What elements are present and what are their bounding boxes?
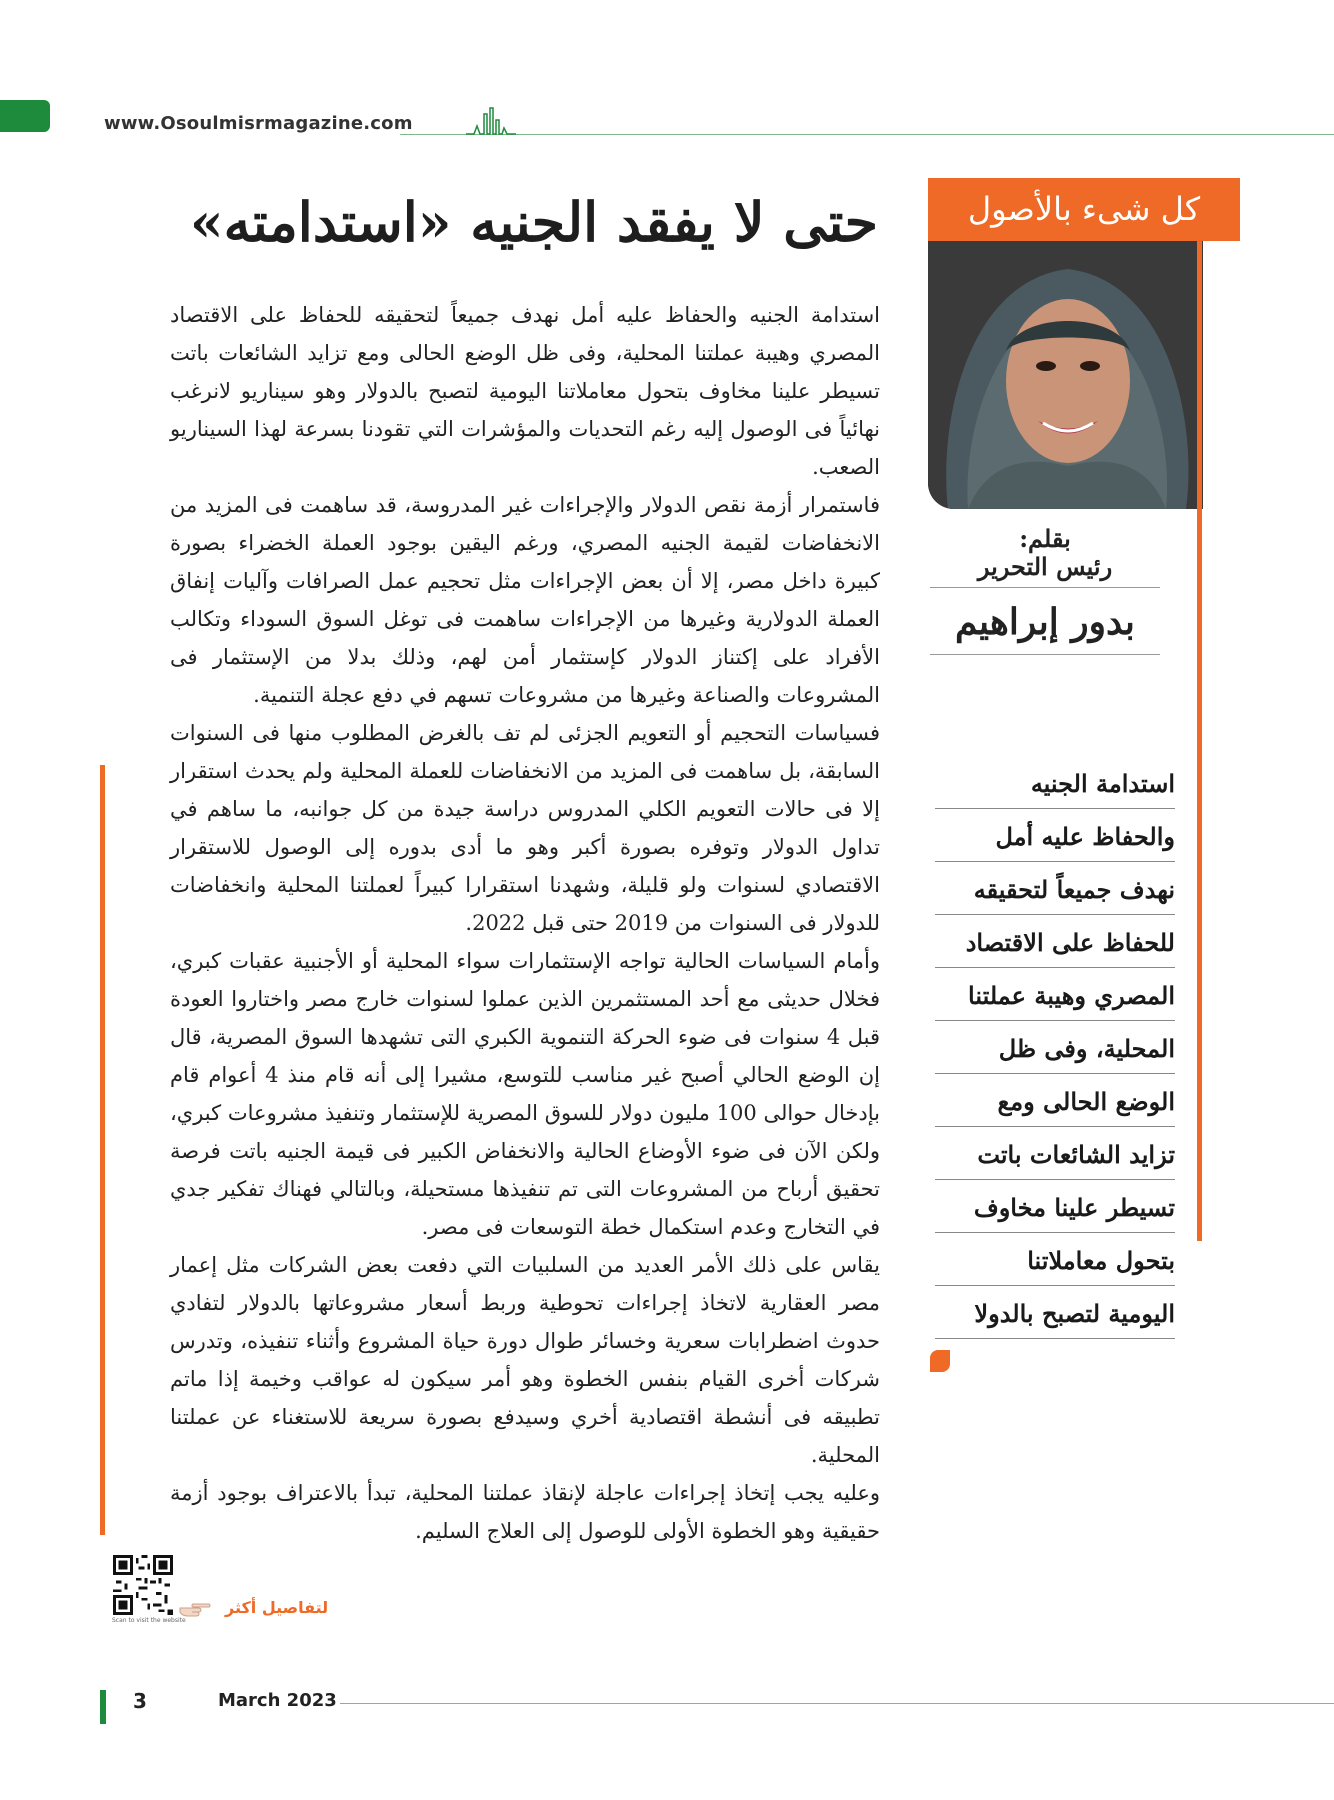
article-paragraph: فسياسات التحجيم أو التعويم الجزئى لم تف بالغرض المطلوب منها فى السنوات السابقة، بل ساهمت فى المزيد من الانخفاضات للعملة المحلية ولم يحدث استقرار إلا فى حالات التعويم الكلي المدروس دراسة جيدة من كل جوانبه، ما ساهم في تداول الدولار وتوفره بصورة أكبر وهو ما أدى بدوره إلى الوصول للاستقرار الاقتصادي لسنوات ولو قليلة، وشهدنا استقرارا كبيراً لعملتنا المحلية وانخفاضات للدولار فى السنوات من 2019 حتى قبل 2022. [170, 721, 880, 935]
page-number: 3 [133, 1689, 147, 1713]
column-label: كل شىء بالأصول [928, 178, 1240, 241]
pull-quote-line: المصري وهيبة عملتنا [935, 972, 1175, 1021]
pull-quote-line: المحلية، وفى ظل [935, 1025, 1175, 1074]
article-paragraph: وأمام السياسات الحالية تواجه الإستثمارات سواء المحلية أو الأجنبية عقبات كبري، فخلال حديثى مع أحد المستثمرين الذين عملوا لسنوات خارج مصر واختاروا العودة قبل 4 سنوات فى ضوء الحركة التنموية الكبري التى تشهدها السوق المصرية، قال إن الوضع الحالي أصبح غير مناسب للتوسع، مشيرا إلى أنه قام منذ 4 أعوام قام بإدخال حوالى 100 مليون دولار للسوق المصرية للإستثمار وتنفيذ مشروعات كبري، ولكن الآن فى ضوء الأوضاع الحالية والانخفاض الكبير فى قيمة الجنيه باتت فرصة تحقيق أرباح من المشروعات التى تم تنفيذها مستحيلة، وبالتالي فهناك تفكير جدي في التخارج وعدم استكمال خطة التوسعات فى مصر. [170, 949, 880, 1239]
pull-quote-line: الوضع الحالى ومع [935, 1078, 1175, 1127]
qr-code[interactable] [113, 1555, 173, 1615]
byline-role: رئيس التحرير [977, 552, 1113, 581]
header-green-tab [0, 100, 50, 132]
pull-quote [935, 760, 1175, 1343]
article-title: حتى لا يفقد الجنيه «استدامته» [189, 190, 878, 254]
pull-quote-line: للحفاظ على الاقتصاد [935, 919, 1175, 968]
article-paragraph: استدامة الجنيه والحفاظ عليه أمل نهدف جميعاً لتحقيقه للحفاظ على الاقتصاد المصري وهيبة عملتنا المحلية، وفى ظل الوضع الحالى ومع تزايد الشائعات باتت تسيطر علينا مخاوف بتحول معاملاتنا اليومية لتصبح بالدولار وهو سيناريو لانرغب نهائياً فى الوصول إليه رغم التحديات والمؤشرات التي تقودنا بسرعة لهذا السيناريو الصعب. [170, 303, 880, 479]
byline-divider [930, 587, 1160, 588]
pull-quote-line: اليومية لتصبح بالدولا [935, 1290, 1175, 1339]
header-rule [400, 134, 1334, 135]
byline-prefix: بقلم: [1019, 524, 1071, 553]
pulse-skyline-icon [466, 104, 516, 140]
issue-month: March 2023 [218, 1690, 337, 1711]
pull-quote-line: والحفاظ عليه أمل [935, 813, 1175, 862]
footer-rule [340, 1703, 1334, 1704]
pointing-hand-icon [178, 1598, 212, 1620]
pull-quote-line: تزايد الشائعات باتت [935, 1131, 1175, 1180]
body-accent-line [100, 765, 105, 1535]
site-url[interactable]: www.Osoulmisrmagazine.com [104, 113, 413, 134]
byline-divider [930, 654, 1160, 655]
pull-quote-line: بتحول معاملاتنا [935, 1237, 1175, 1286]
article-paragraph: يقاس على ذلك الأمر العديد من السلبيات التي دفعت بعض الشركات مثل إعمار مصر العقارية لاتخاذ إجراءات تحوطية وربط أسعار مشروعاتها بالدولار لتفادي حدوث اضطرابات سعرية وخسائر طوال دورة حياة المشروع وأثناء تنفيذه، وتدرس شركات أخرى القيام بنفس الخطوة وهو أمر سيكون له عواقب وخيمة إذا ماتم تطبيقه فى أنشطة اقتصادية أخري وسيدفع بصورة سريعة للاستغناء عن عملتنا المحلية. [170, 1253, 880, 1467]
byline [930, 525, 1160, 655]
author-name: بدور إبراهيم [955, 601, 1135, 643]
pull-quote-line: تسيطر علينا مخاوف [935, 1184, 1175, 1233]
details-link[interactable]: لتفاصيل أكثر [225, 1598, 329, 1617]
pull-quote-line: استدامة الجنيه [935, 760, 1175, 809]
author-photo [928, 241, 1203, 509]
footer-green-bar [100, 1690, 106, 1724]
article-paragraph: وعليه يجب إتخاذ إجراءات عاجلة لإنقاذ عملتنا المحلية، تبدأ بالاعتراف بوجود أزمة حقيقية وهو الخطوة الأولى للوصول إلى العلاج السليم. [170, 1481, 880, 1543]
article-paragraph: فاستمرار أزمة نقص الدولار والإجراءات غير المدروسة، قد ساهمت فى المزيد من الانخفاضات لقيمة الجنيه المصري، ورغم اليقين بوجود العملة الخضراء بصورة كبيرة داخل مصر، إلا أن بعض الإجراءات مثل تحجيم عمل الصرافات وآليات إنفاق العملة الدولارية وغيرها من الإجراءات ساهمت فى توغل السوق السوداء وتكالب الأفراد على إكتناز الدولار كإستثمار أمن لهم، وذلك بدلا من الإستثمار فى المشروعات والصناعة وغيرها من مشروعات تسهم في دفع عجلة التنمية. [170, 493, 880, 707]
sidebar-accent-line [1197, 241, 1202, 1241]
quote-mark-icon [930, 1350, 950, 1372]
pull-quote-line: نهدف جميعاً لتحقيقه [935, 866, 1175, 915]
qr-caption: Scan to visit the website [112, 1617, 186, 1624]
article-body [170, 296, 880, 1550]
